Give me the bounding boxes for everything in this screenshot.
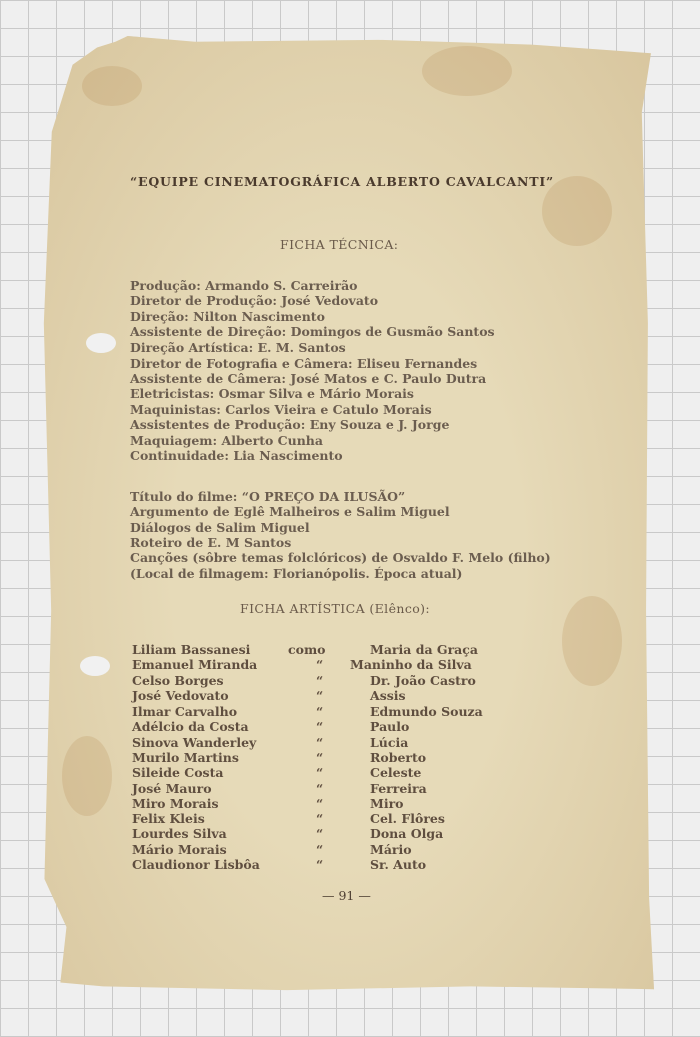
separator: “ [316, 704, 324, 719]
cast-row [0, 688, 700, 704]
ficha-artistica-title: FICHA ARTÍSTICA (Elênco): [240, 601, 431, 616]
credit-line: Produção: Armando S. Carreirão [130, 278, 358, 293]
film-info-line: Diálogos de Salim Miguel [130, 520, 310, 535]
stain [422, 46, 512, 96]
separator: “ [316, 796, 324, 811]
actor-name: Sinova Wanderley [132, 735, 257, 750]
separator: “ [316, 750, 324, 765]
cast-row [0, 842, 700, 858]
role-name: Maria da Graça [370, 642, 478, 657]
separator: como [288, 642, 326, 657]
cast-row [0, 796, 700, 812]
role-name: Cel. Flôres [370, 811, 445, 826]
actor-name: Claudionor Lisbôa [132, 857, 260, 872]
film-info-line: Argumento de Eglê Malheiros e Salim Miguel [130, 504, 450, 519]
separator: “ [316, 765, 324, 780]
role-name: Edmundo Souza [370, 704, 483, 719]
actor-name: Murilo Martins [132, 750, 239, 765]
film-info-line: Roteiro de E. M Santos [130, 535, 292, 550]
actor-name: Lourdes Silva [132, 826, 227, 841]
separator: “ [316, 842, 324, 857]
cast-row [0, 657, 700, 673]
actor-name: Mário Morais [132, 842, 227, 857]
actor-name: Emanuel Miranda [132, 657, 258, 672]
separator: “ [316, 735, 324, 750]
separator: “ [316, 657, 324, 672]
credit-line: Diretor de Fotografia e Câmera: Eliseu Fernandes [130, 356, 478, 371]
stain [82, 66, 142, 106]
cast-row [0, 781, 700, 797]
credit-line: Eletricistas: Osmar Silva e Mário Morais [130, 386, 414, 401]
separator: “ [316, 826, 324, 841]
role-name: Dr. João Castro [370, 673, 476, 688]
document-heading: “EQUIPE CINEMATOGRÁFICA ALBERTO CAVALCANTI” [130, 174, 554, 189]
cast-row [0, 826, 700, 842]
credit-line: Assistente de Direção: Domingos de Gusmão Santos [130, 324, 495, 339]
role-name: Mário [370, 842, 412, 857]
cast-row [0, 857, 700, 873]
credit-line: Direção Artística: E. M. Santos [130, 340, 346, 355]
separator: “ [316, 719, 324, 734]
actor-name: Felix Kleis [132, 811, 205, 826]
cast-row [0, 642, 700, 658]
cast-row [0, 735, 700, 751]
actor-name: José Vedovato [132, 688, 229, 703]
role-name: Miro [370, 796, 404, 811]
credit-line: Direção: Nilton Nascimento [130, 309, 325, 324]
role-name: Maninho da Silva [350, 657, 472, 672]
role-name: Dona Olga [370, 826, 444, 841]
role-name: Roberto [370, 750, 427, 765]
separator: “ [316, 673, 324, 688]
role-name: Sr. Auto [370, 857, 427, 872]
film-info-line: Canções (sôbre temas folclóricos) de Osvaldo F. Melo (filho) [130, 550, 551, 565]
role-name: Lúcia [370, 735, 409, 750]
actor-name: Celso Borges [132, 673, 224, 688]
film-info-line: (Local de filmagem: Florianópolis. Época atual) [130, 566, 463, 581]
cast-row [0, 765, 700, 781]
actor-name: Miro Morais [132, 796, 219, 811]
credit-line: Assistentes de Produção: Eny Souza e J. Jorge [130, 417, 450, 432]
credit-line: Maquinistas: Carlos Vieira e Catulo Morais [130, 402, 432, 417]
cast-row [0, 750, 700, 766]
separator: “ [316, 688, 324, 703]
credit-line: Diretor de Produção: José Vedovato [130, 293, 379, 308]
cast-row [0, 719, 700, 735]
cast-row [0, 704, 700, 720]
film-info-line: Título do filme: “O PREÇO DA ILUSÃO” [130, 489, 406, 504]
actor-name: Sileide Costa [132, 765, 224, 780]
ficha-tecnica-title: FICHA TÉCNICA: [280, 237, 399, 252]
actor-name: Adélcio da Costa [132, 719, 249, 734]
actor-name: Ilmar Carvalho [132, 704, 238, 719]
credit-line: Assistente de Câmera: José Matos e C. Paulo Dutra [130, 371, 487, 386]
role-name: Assis [370, 688, 406, 703]
separator: “ [316, 811, 324, 826]
cast-row [0, 673, 700, 689]
role-name: Paulo [370, 719, 410, 734]
credit-line: Continuidade: Lia Nascimento [130, 448, 343, 463]
separator: “ [316, 857, 324, 872]
cast-row [0, 811, 700, 827]
separator: “ [316, 781, 324, 796]
actor-name: José Mauro [132, 781, 212, 796]
role-name: Ferreira [370, 781, 427, 796]
punch-hole [86, 333, 116, 353]
actor-name: Liliam Bassanesi [132, 642, 251, 657]
role-name: Celeste [370, 765, 422, 780]
page-number: — 91 — [322, 888, 371, 903]
credit-line: Maquiagem: Alberto Cunha [130, 433, 323, 448]
